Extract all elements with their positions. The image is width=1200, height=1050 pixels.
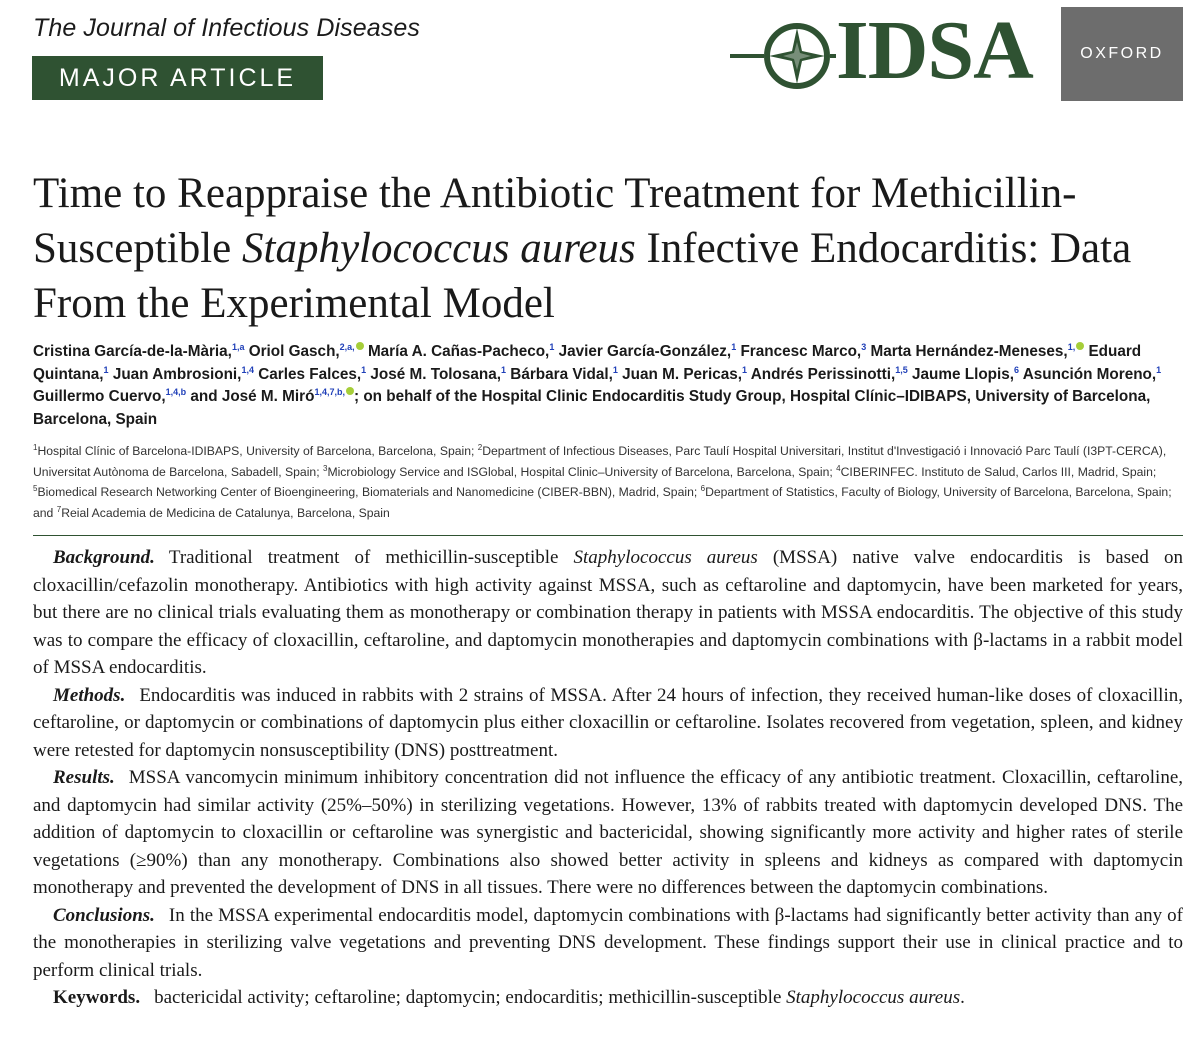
author-name: Guillermo Cuervo, bbox=[33, 388, 166, 405]
abstract-conclusions bbox=[33, 902, 1183, 985]
author-name: Javier García-González, bbox=[558, 343, 732, 360]
title-species: Staphylococcus aureus bbox=[242, 225, 636, 272]
author-name: Juan M. Pericas, bbox=[622, 365, 743, 383]
keywords-heading: Keywords. bbox=[53, 987, 141, 1008]
title-part-1: Time to Reappraise the Antibiotic Treatment for Methicillin-Susceptible bbox=[33, 170, 1077, 272]
author-affiliation-sup: 1 bbox=[1156, 364, 1162, 375]
affiliation-number: 3 bbox=[322, 463, 328, 473]
keywords-text: bactericidal activity; ceftaroline; daptomycin; endocarditis; methicillin-susceptible bbox=[154, 987, 787, 1008]
author[interactable] bbox=[912, 366, 1019, 383]
author[interactable] bbox=[33, 343, 244, 360]
author-group: ; on behalf of the Hospital Clinic Endocarditis Study Group, Hospital Clínic–IDIBAPS, University of Barcelona, Barcelona, Spain bbox=[33, 388, 1151, 428]
author-affiliation-sup: 1,4,b bbox=[165, 387, 187, 397]
affiliation-number: 4 bbox=[836, 463, 841, 473]
affiliations bbox=[33, 441, 1183, 523]
abstract-background bbox=[33, 544, 1183, 682]
affiliation-text: Biomedical Research Networking Center of Bioengineering, Biomaterials and Nanomedicine (CIBER-BBN), Madrid, Spain; bbox=[37, 485, 701, 499]
author[interactable] bbox=[740, 343, 866, 360]
author[interactable] bbox=[510, 366, 618, 383]
orcid-icon[interactable] bbox=[1076, 342, 1084, 350]
background-heading: Background. bbox=[53, 547, 155, 568]
affiliation-number: 6 bbox=[700, 484, 706, 493]
abstract-methods bbox=[33, 682, 1183, 765]
affiliation-number: 5 bbox=[33, 484, 38, 493]
background-text-2: (MSSA) native valve endocarditis is based on cloxacillin/cefazolin monotherapy. Antibiotics with high activity against MSSA, such as ceftaroline and daptomycin, have been marketed for years, but there are no clinical trials evaluating them as monotherapy or combination therapy in patients with MSSA endocarditis. The objective of this study was to compare the efficacy of cloxacillin, ceftaroline, and daptomycin monotherapies and daptomycin combinations with β-lactams in a rabbit model of MSSA endocarditis. bbox=[33, 547, 1183, 678]
author-affiliation-sup: 6 bbox=[1014, 364, 1020, 375]
author-affiliation-sup: 1,4 bbox=[241, 364, 254, 375]
abstract-keywords bbox=[33, 984, 1183, 1012]
journal-name: The Journal of Infectious Diseases bbox=[33, 14, 420, 42]
orcid-icon[interactable] bbox=[356, 342, 364, 350]
author-name: Marta Hernández-Meneses, bbox=[870, 343, 1068, 360]
author-name: Eduard Quintana, bbox=[33, 343, 1142, 383]
affiliation-text: Department of Infectious Diseases, Parc Taulí Hospital Universitari, Institut d'Investigació i Innovació Parc Taulí (I3PT-CERCA), Universitat Autònoma de Barcelona, Sabadell, Spain; bbox=[33, 444, 1167, 479]
article-title bbox=[33, 166, 1173, 331]
author-affiliation-sup: 1,5 bbox=[895, 364, 908, 375]
author-name: and José M. Miró bbox=[190, 388, 315, 405]
author[interactable] bbox=[370, 366, 506, 383]
author-name: Carles Falces, bbox=[258, 365, 362, 383]
idsa-logo: IDSA bbox=[836, 4, 1033, 97]
author-name: José M. Tolosana, bbox=[370, 365, 501, 383]
affiliation-text: Microbiology Service and ISGlobal, Hospital Clinic–University of Barcelona, Barcelona, Spain; bbox=[327, 464, 837, 479]
author-affiliation-sup: 3 bbox=[861, 342, 867, 352]
results-text: MSSA vancomycin minimum inhibitory concentration did not influence the efficacy of any antibiotic treatment. Cloxacillin, ceftaroline, and daptomycin had similar activity (25%–50%) in sterilizing vegetations. However, 13% of rabbits treated with daptomycin developed DNS. The addition of daptomycin to cloxacillin or ceftaroline was synergistic and bactericidal, showing significantly more activity and higher rates of sterile vegetations (≥90%) than any monotherapy. Combinations also showed better activity in spleens and kidneys as compared with daptomycin monotherapy and prevented the development of DNS in all tissues. There were no differences between the daptomycin combinations. bbox=[33, 767, 1183, 898]
methods-heading: Methods. bbox=[53, 684, 126, 706]
author-name: María A. Cañas-Pacheco, bbox=[367, 343, 550, 360]
author[interactable] bbox=[258, 366, 366, 383]
author[interactable] bbox=[751, 366, 908, 383]
author[interactable] bbox=[33, 388, 186, 405]
author-affiliation-sup: 1 bbox=[549, 342, 555, 352]
author-affiliation-sup: 1 bbox=[103, 364, 109, 375]
author[interactable] bbox=[559, 343, 737, 360]
author-name: Bárbara Vidal, bbox=[510, 365, 613, 383]
abstract bbox=[33, 544, 1183, 1012]
title-part-2: Infective Endocarditis: Data From the Experimental Model bbox=[33, 225, 1132, 327]
author[interactable] bbox=[870, 343, 1084, 360]
background-species: Staphylococcus aureus bbox=[573, 547, 758, 568]
article-type-badge: MAJOR ARTICLE bbox=[32, 56, 323, 100]
author-affiliation-sup: 1 bbox=[361, 364, 367, 375]
author-affiliation-sup: 2,a, bbox=[339, 342, 355, 352]
conclusions-text: In the MSSA experimental endocarditis model, daptomycin combinations with β-lactams had significantly better activity than any of the monotherapies in sterilizing valve vegetations and preventing DNS development. These findings support their use in clinical practice and to perform clinical trials. bbox=[33, 904, 1183, 981]
author-affiliation-sup: 1 bbox=[742, 364, 748, 375]
oxford-logo: OXFORD bbox=[1061, 7, 1183, 101]
author-affiliation-sup: 1,a bbox=[231, 342, 245, 352]
author[interactable] bbox=[113, 366, 254, 383]
author-list bbox=[33, 341, 1183, 431]
affiliation-text: Reial Academia de Medicina de Catalunya, Barcelona, Spain bbox=[61, 505, 390, 520]
author-name: Jaume Llopis, bbox=[912, 365, 1015, 383]
results-heading: Results. bbox=[53, 767, 115, 788]
author-name: Oriol Gasch, bbox=[248, 343, 340, 360]
author-affiliation-sup: 1 bbox=[612, 364, 618, 375]
divider bbox=[33, 535, 1183, 536]
author-name: Cristina García-de-la-Mària, bbox=[33, 343, 232, 360]
author[interactable] bbox=[622, 366, 747, 383]
affiliation-number: 2 bbox=[477, 443, 483, 452]
author-name: Francesc Marco, bbox=[740, 343, 862, 360]
affiliation-number: 1 bbox=[33, 443, 38, 452]
author[interactable] bbox=[249, 343, 364, 360]
author[interactable] bbox=[33, 388, 1150, 428]
affiliation-text: Hospital Clínic of Barcelona-IDIBAPS, University of Barcelona, Barcelona, Spain; bbox=[37, 444, 478, 458]
author[interactable] bbox=[368, 343, 554, 360]
author[interactable] bbox=[1023, 366, 1161, 383]
background-text: Traditional treatment of methicillin-susceptible bbox=[168, 547, 574, 568]
abstract-results bbox=[33, 764, 1183, 902]
author-name: Andrés Perissinotti, bbox=[750, 365, 896, 383]
keywords-end: . bbox=[960, 987, 965, 1008]
conclusions-heading: Conclusions. bbox=[53, 904, 155, 926]
author-name: Asunción Moreno, bbox=[1022, 365, 1157, 383]
author-affiliation-sup: 1 bbox=[501, 364, 507, 375]
methods-text: Endocarditis was induced in rabbits with 2 strains of MSSA. After 24 hours of infection, they received human-like doses of cloxacillin, ceftaroline, or daptomycin or combinations of daptomycin plus either cloxacillin or ceftaroline. Isolates recovered from vegetation, spleen, and kidney were retested for daptomycin nonsusceptibility (DNS) posttreatment. bbox=[33, 684, 1183, 761]
affiliation-number: 7 bbox=[56, 504, 62, 514]
author-affiliation-sup: 1,4,7,b, bbox=[314, 387, 345, 397]
author-name: Juan Ambrosioni, bbox=[112, 365, 242, 383]
author-affiliation-sup: 1 bbox=[731, 342, 737, 352]
affiliation-text: Department of Statistics, Faculty of Biology, University of Barcelona, Barcelona, Spain; and bbox=[33, 485, 1172, 520]
author-affiliation-sup: 1, bbox=[1067, 342, 1076, 352]
keywords-species: Staphylococcus aureus bbox=[786, 987, 961, 1008]
orcid-icon[interactable] bbox=[346, 387, 354, 395]
affiliation-text: CIBERINFEC. Instituto de Salud, Carlos III, Madrid, Spain; bbox=[840, 464, 1157, 479]
